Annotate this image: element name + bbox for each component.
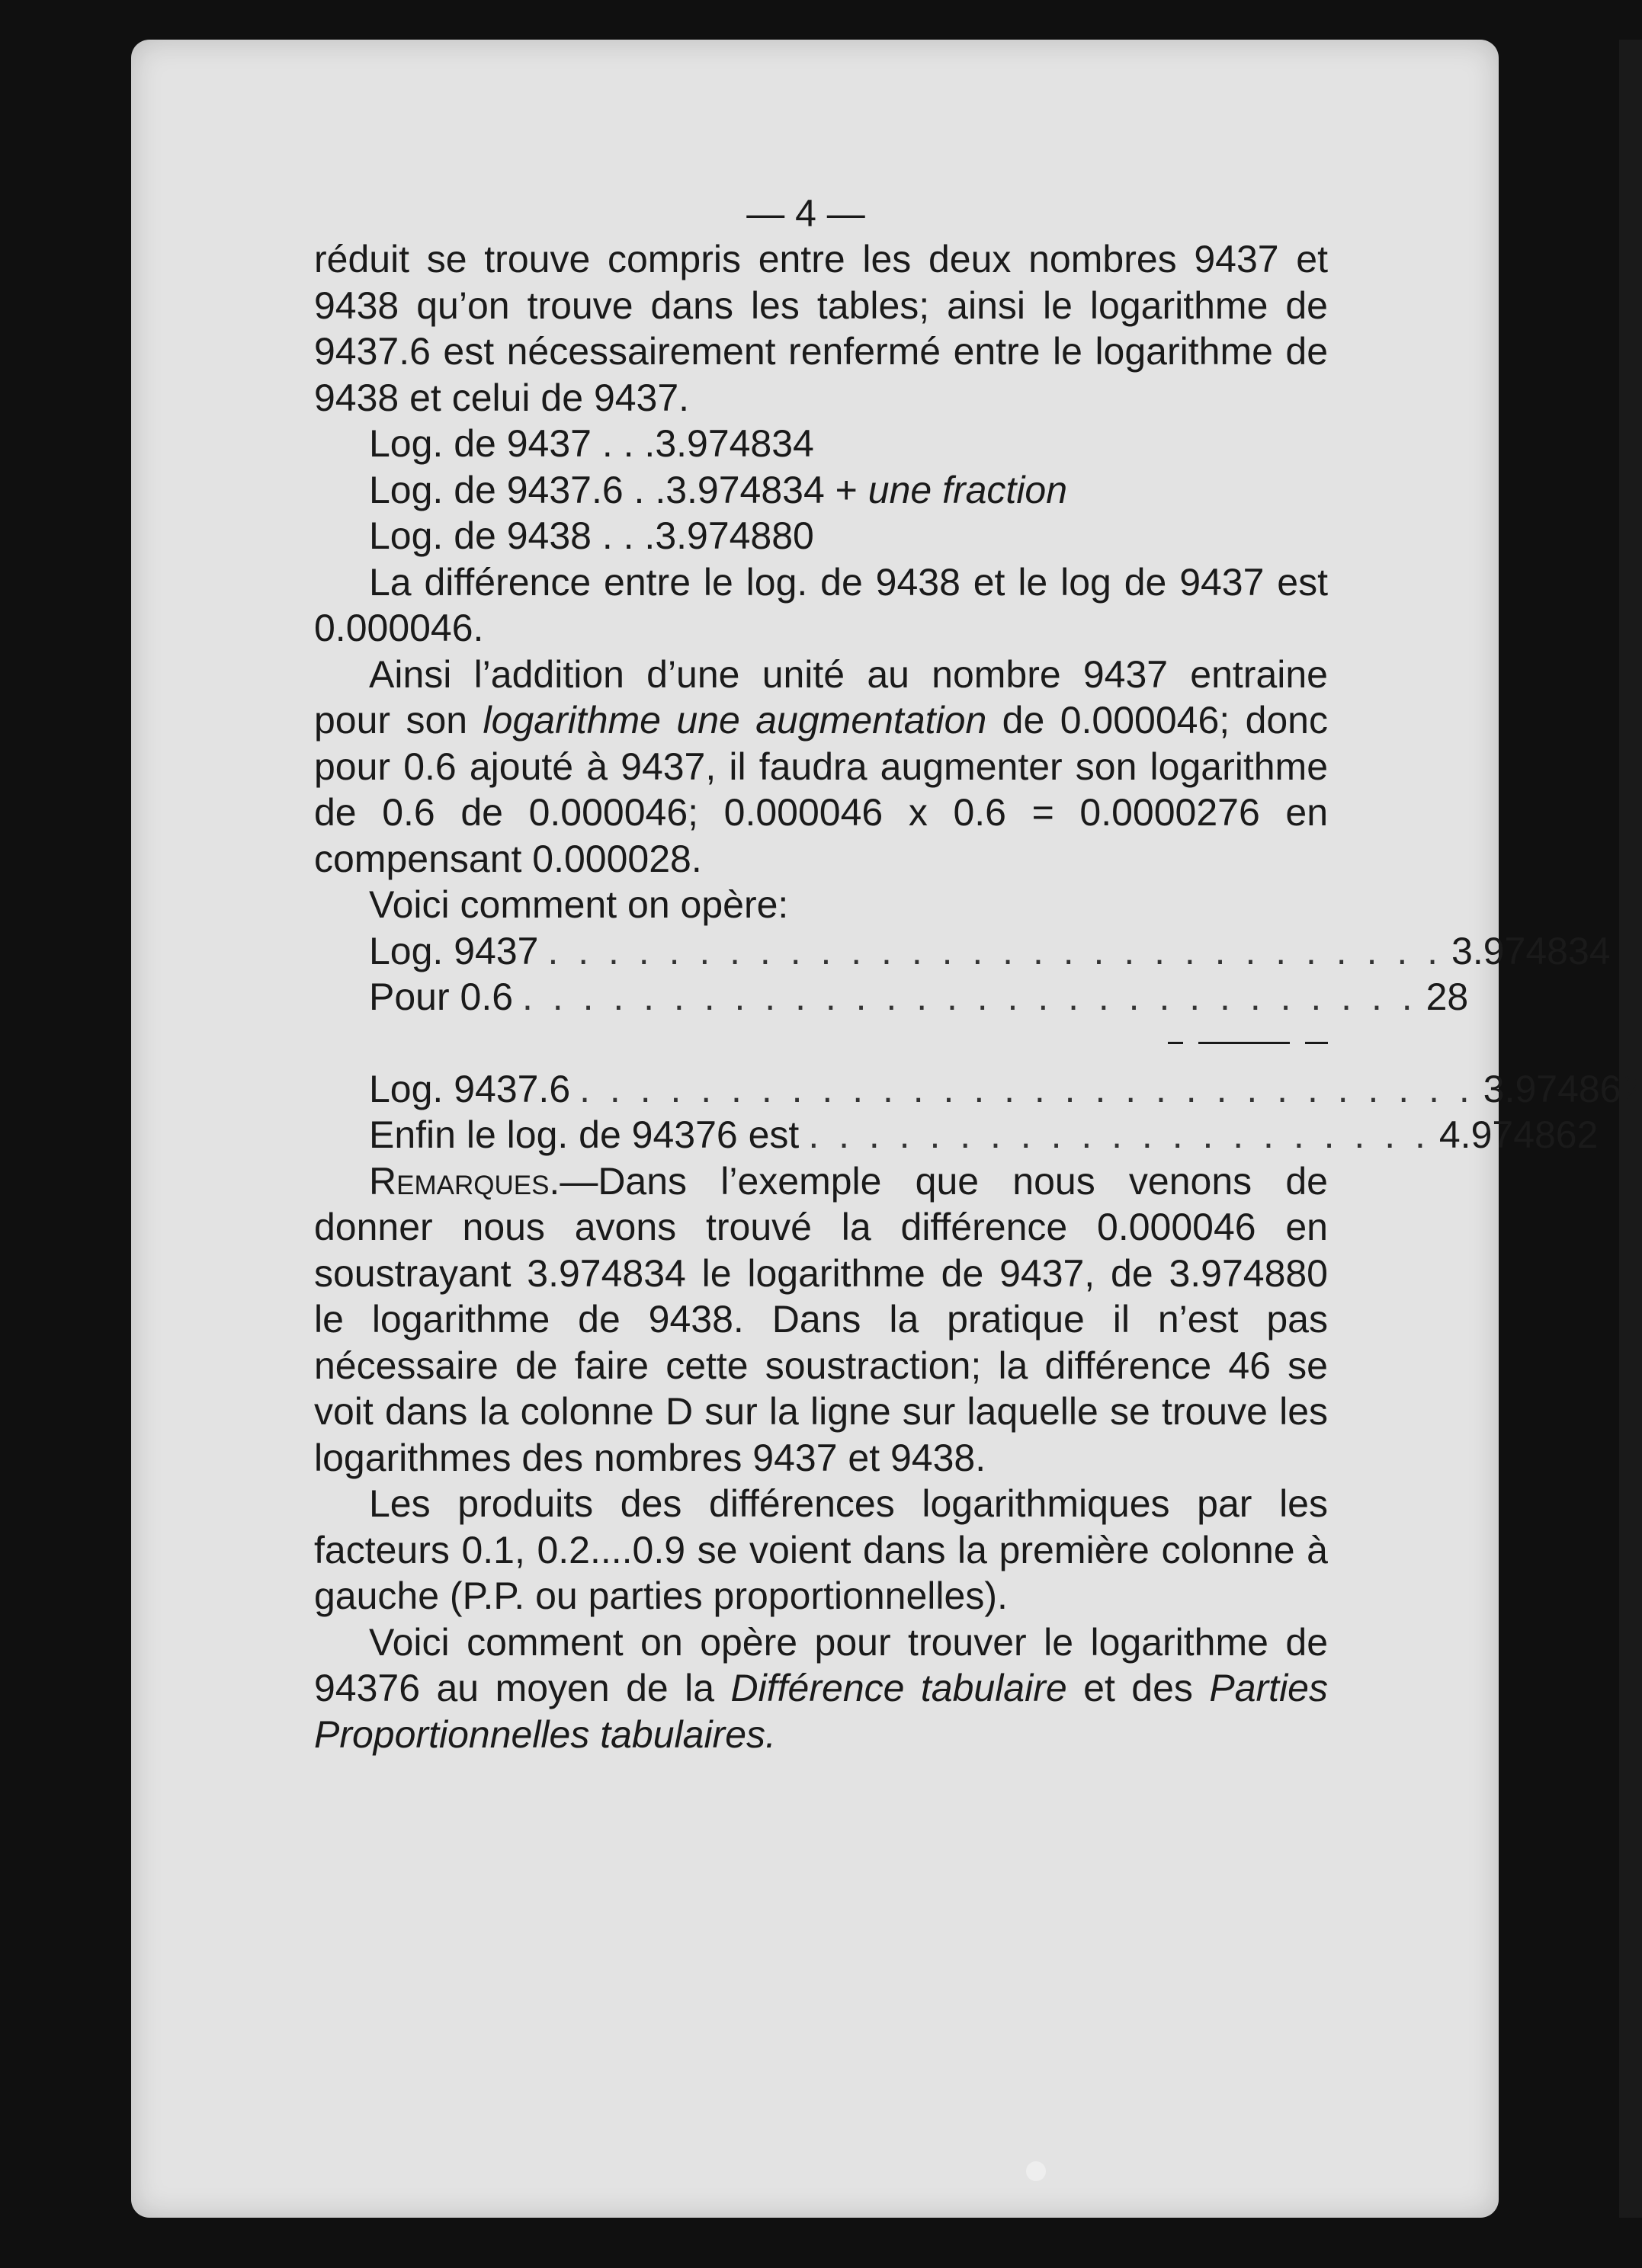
scan-speck	[1026, 2161, 1046, 2181]
calc-dots: . . . . . . . . . . . . . . . . . . . . . . . . . . . . . .	[579, 1067, 1474, 1110]
calc-value: 3.974834	[1451, 929, 1611, 972]
sum-rule	[314, 1020, 1328, 1066]
log-fraction: une fraction	[857, 468, 1068, 511]
calc-dots: . . . . . . . . . . . . . . . . . . . . . . . . . . . . . .	[522, 975, 1417, 1018]
para6-italic-2: Parties Proportionnelles tabulaires.	[314, 1667, 1328, 1756]
calc-dots: . . . . . . . . . . . . . . . . . . . . .	[808, 1113, 1430, 1156]
remarques-label: Remarques.	[369, 1159, 560, 1203]
log-line-3	[314, 513, 1328, 559]
para6-italic-1: Différence tabulaire	[730, 1667, 1067, 1709]
calc-row-1	[314, 928, 1611, 975]
page-spine	[1619, 40, 1642, 2218]
paragraph-6	[314, 1619, 1328, 1758]
page-content	[314, 191, 1642, 1757]
para6-text-a: Voici comment on opère pour trouver le logarithme de 94376 au moyen de la	[314, 1620, 1328, 1709]
paragraph-3	[314, 652, 1328, 883]
page-number: — 4 —	[746, 192, 865, 235]
calc-label: Log. 9437	[369, 929, 539, 972]
remarques-text: —Dans l’exemple que nous venons de donner nous avons trouvé la différence 0.000046 en soustrayant 3.974834 le logarithme de 9437, de 3.974880 le logarithme de 9438. Dans la pratique il n’est pas nécessaire de faire cette soustraction; la différence 46 se voit dans la colonne D sur la ligne sur laquelle se trouve les logarithmes des nombres 9437 et 9438.	[314, 1159, 1328, 1479]
calc-row-3	[314, 1066, 1642, 1113]
log-line-2	[314, 467, 1328, 514]
log-dots: . . .	[591, 422, 656, 465]
calc-value: 4.974862	[1438, 1113, 1599, 1156]
log-dots: . .	[623, 468, 666, 511]
log-label: Log. de 9437	[369, 422, 592, 465]
para3-text-a: Ainsi l’addition d’une unité au nombre 9437 entraine pour son	[314, 652, 1328, 742]
calc-label: Enfin le log. de 94376 est	[369, 1113, 800, 1156]
log-label: Log. de 9437.6	[369, 468, 624, 511]
remarques-paragraph	[314, 1158, 1328, 1482]
calc-row-4	[314, 1112, 1599, 1158]
para6-text-b: et des	[1066, 1667, 1210, 1709]
calc-label: Log. 9437.6	[369, 1067, 571, 1110]
log-dots: . . .	[591, 514, 656, 557]
calc-dots: . . . . . . . . . . . . . . . . . . . . . . . . . . . . . .	[547, 929, 1443, 972]
para3-text-b: de 0.000046; donc pour 0.6 ajouté à 9437, il faudra augmenter son logarithme de 0.6 de 0.000046; 0.000046 x 0.6 = 0.0000276 en compensant 0.000028.	[314, 699, 1328, 880]
calc-value: 3.974862	[1483, 1067, 1642, 1110]
log-line-1	[314, 421, 1328, 467]
calc-value: 28	[1426, 975, 1469, 1018]
log-value: 3.974834	[655, 422, 814, 465]
voici-line: Voici comment on opère:	[369, 883, 789, 926]
log-value: 3.974880	[655, 514, 814, 557]
paragraph-5: Les produits des différences logarithmiques par les facteurs 0.1, 0.2....0.9 se voient dans la première colonne à gauche (P.P. ou parties proportionnelles).	[314, 1482, 1328, 1617]
calc-row-2	[314, 974, 1469, 1020]
para3-italic: logarithme une augmentation	[483, 699, 987, 742]
paragraph-1: réduit se trouve compris entre les deux nombres 9437 et 9438 qu’on trouve dans les tables; ainsi le logarithme de 9437.6 est nécessairement renfermé entre le logarithme de 9438 et celui de 9437.	[314, 238, 1328, 419]
paragraph-2: La différence entre le log. de 9438 et le log de 9437 est 0.000046.	[314, 560, 1328, 649]
log-label: Log. de 9438	[369, 514, 592, 557]
log-value: 3.974834 +	[665, 468, 858, 511]
calc-label: Pour 0.6	[369, 975, 514, 1018]
